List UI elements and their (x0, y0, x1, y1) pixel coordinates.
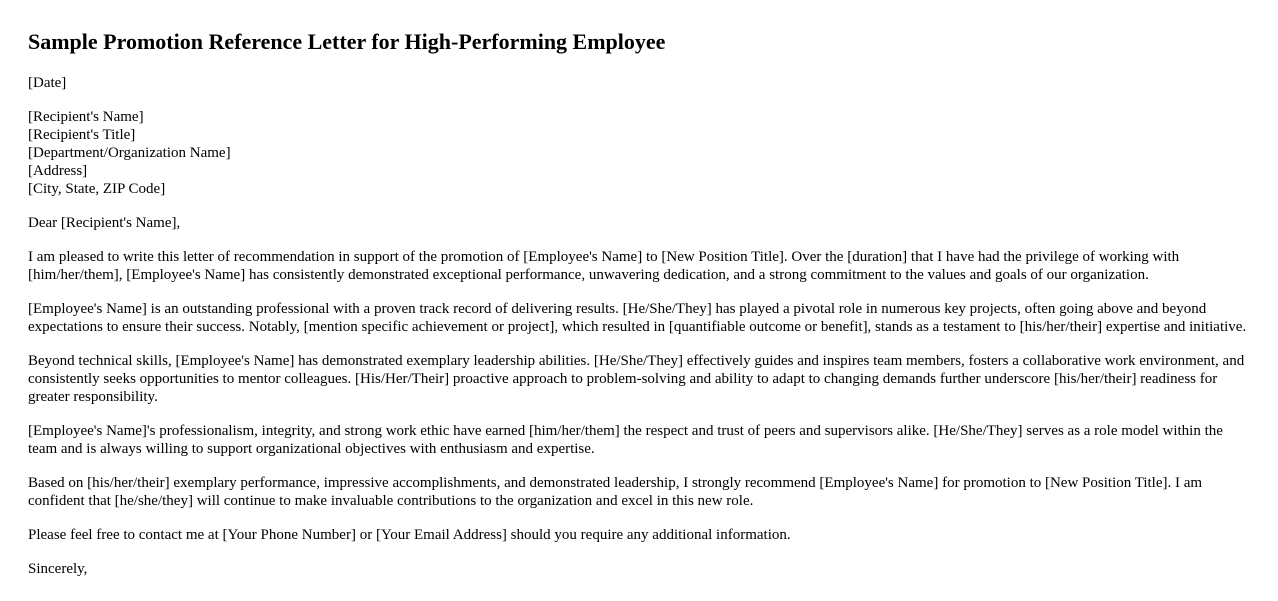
recipient-name: [Recipient's Name] (28, 109, 144, 125)
recipient-title: [Recipient's Title] (28, 127, 136, 143)
recipient-city-state-zip: [City, State, ZIP Code] (28, 181, 166, 197)
paragraph-intro: I am pleased to write this letter of recommendation in support of the promotion of [Employee's Name] to [New Position Title]. Over the [duration] that I have had the privilege of working with [him/her/them], [Employee's Name] has consistently demonstrated exceptional performance, unwavering dedication, and a strong commitment to the values and goals of our organization. (28, 249, 1180, 283)
paragraph-professionalism: [Employee's Name]'s professionalism, integrity, and strong work ethic have earned [him/her/them] the respect and trust of peers and supervisors alike. [He/She/They] serves as a role model within the team and is always willing to support organizational objectives with enthusiasm and expertise. (28, 423, 1223, 457)
closing: Sincerely, (28, 561, 88, 577)
paragraph-achievements: [Employee's Name] is an outstanding professional with a proven track record of delivering results. [He/She/They] has played a pivotal role in numerous key projects, often going above and beyond expectations to ensure their success. Notably, [mention specific achievement or project], which resulted in [quantifiable outcome or benefit], stands as a testament to [his/her/their] expertise and initiative. (28, 301, 1247, 335)
paragraph-leadership: Beyond technical skills, [Employee's Name] has demonstrated exemplary leadership abilities. [He/She/They] effectively guides and inspires team members, fosters a collaborative work environment, and consistently seeks opportunities to mentor colleagues. [His/Her/Their] proactive approach to problem-solving and ability to adapt to changing demands further underscore [his/her/their] readiness for greater responsibility. (28, 353, 1245, 405)
recipient-organization: [Department/Organization Name] (28, 145, 231, 161)
paragraph-recommendation: Based on [his/her/their] exemplary performance, impressive accomplishments, and demonstrated leadership, I strongly recommend [Employee's Name] for promotion to [New Position Title]. I am confident that [he/she/they] will continue to make invaluable contributions to the organization and excel in this new role. (28, 475, 1203, 509)
recipient-address: [Address] (28, 163, 88, 179)
letter-page (28, 0, 1250, 578)
letter-date: [Date] (28, 75, 67, 91)
recipient-address-block (28, 108, 1250, 198)
paragraph-contact: Please feel free to contact me at [Your Phone Number] or [Your Email Address] should you require any additional information. (28, 527, 791, 543)
letter-title: Sample Promotion Reference Letter for High-Performing Employee (28, 29, 666, 54)
salutation: Dear [Recipient's Name], (28, 215, 181, 231)
